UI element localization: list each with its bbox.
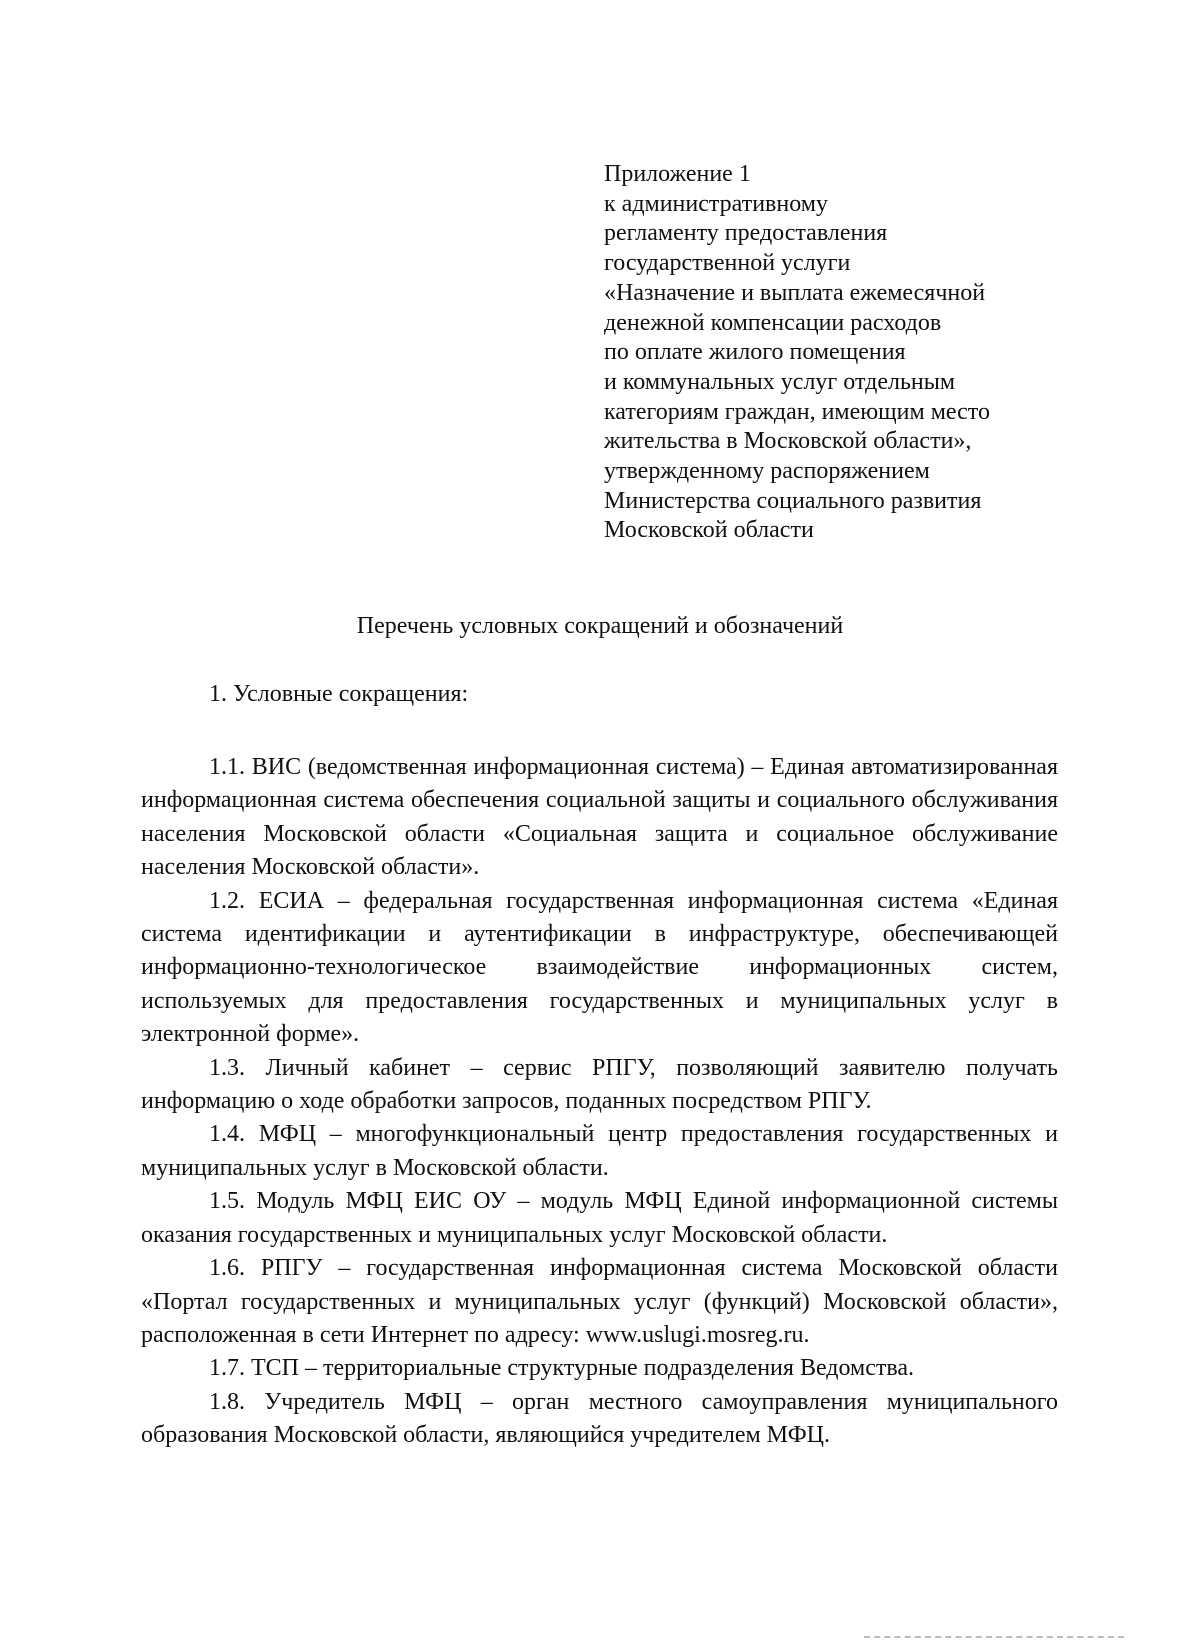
appendix-line: к административному <box>604 190 828 217</box>
appendix-line: Московской области <box>604 517 814 544</box>
abbreviation-list <box>141 751 1058 1453</box>
appendix-line: «Назначение и выплата ежемесячной <box>604 279 986 306</box>
appendix-line: жительства в Московской области», <box>604 428 972 455</box>
abbreviation-item-mfc-module: 1.5. Модуль МФЦ ЕИС ОУ – модуль МФЦ Единой информационной системы оказания государственных и муниципальных услуг Московской области. <box>141 1188 1058 1248</box>
appendix-line: категориям граждан, имеющим место <box>604 398 990 425</box>
scan-edge-mark <box>864 1636 1124 1641</box>
abbreviation-item-mfc-founder: 1.8. Учредитель МФЦ – орган местного самоуправления муниципального образования Московской области, являющийся учредителем МФЦ. <box>141 1388 1058 1449</box>
appendix-line: по оплате жилого помещения <box>604 339 906 366</box>
document-title: Перечень условных сокращений и обозначений <box>356 613 844 639</box>
abbreviation-item-tsp: 1.7. ТСП – территориальные структурные подразделения Ведомства. <box>209 1355 915 1382</box>
abbreviation-item-esia: 1.2. ЕСИА – федеральная государственная информационная система «Единая система идентификации и аутентификации в инфраструктуре, обеспечивающей информационно-технологическое взаимодействие информационных систем, используемых для предоставления государственных и муниципальных услуг в электронной форме». <box>141 887 1058 1048</box>
appendix-line: Министерства социального развития <box>604 487 982 514</box>
appendix-line: и коммунальных услуг отдельным <box>604 368 956 395</box>
appendix-line: регламенту предоставления <box>604 220 888 247</box>
abbreviation-item-personal-account: 1.3. Личный кабинет – сервис РПГУ, позволяющий заявителю получать информацию о ходе обработки запросов, поданных посредством РПГУ. <box>141 1054 1058 1115</box>
section-heading: 1. Условные сокращения: <box>209 681 469 707</box>
abbreviation-item-vis: 1.1. ВИС (ведомственная информационная система) – Единая автоматизированная информационная система обеспечения социальной защиты и социального обслуживания населения Московской области «Социальная защита и социальное обслуживание населения Московской области». <box>141 754 1058 881</box>
appendix-line: Приложение 1 <box>604 161 751 187</box>
abbreviation-item-rpgu: 1.6. РПГУ – государственная информационная система Московской области «Портал государственных и муниципальных услуг (функций) Московской области», расположенная в сети Интернет по адресу: www.uslugi.mosreg.ru. <box>141 1255 1058 1348</box>
appendix-header <box>604 160 1074 546</box>
appendix-line: денежной компенсации расходов <box>604 309 942 336</box>
appendix-line: государственной услуги <box>604 250 851 277</box>
appendix-line: утвержденному распоряжением <box>604 458 930 485</box>
abbreviation-item-mfc: 1.4. МФЦ – многофункциональный центр предоставления государственных и муниципальных услуг в Московской области. <box>141 1121 1058 1181</box>
